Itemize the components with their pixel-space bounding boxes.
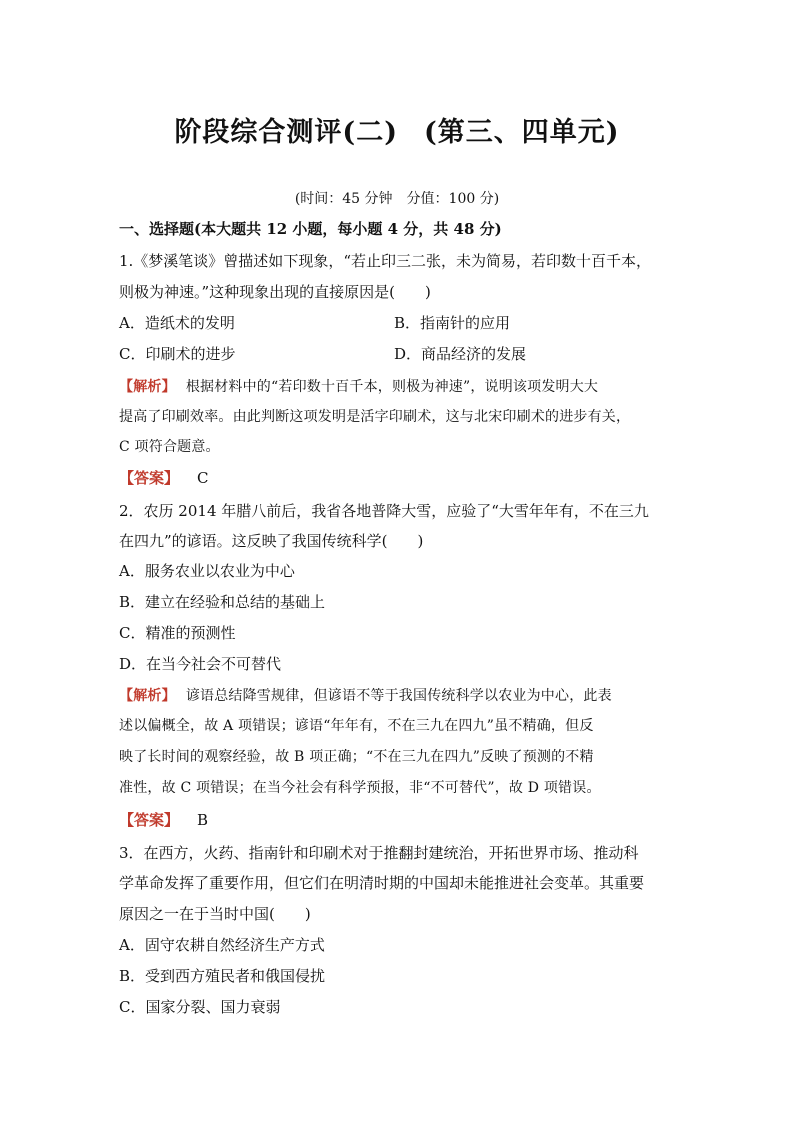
analysis-label: 【解析】 bbox=[119, 379, 176, 395]
title-sub: (第三、四单元) bbox=[424, 117, 620, 148]
q3-option-c: C．国家分裂、国力衰弱 bbox=[119, 998, 281, 1016]
q1-answer-value: C bbox=[197, 469, 209, 487]
section-heading: 一、选择题(本大题共 12 小题，每小题 4 分，共 48 分) bbox=[119, 220, 502, 238]
analysis-label: 【解析】 bbox=[119, 688, 176, 704]
q1-option-b: B．指南针的应用 bbox=[394, 314, 511, 332]
q2-option-c: C．精准的预测性 bbox=[119, 624, 236, 642]
q2-analysis-line: 述以偏概全，故 A 项错误；谚语“年年有，不在三九在四九”虽不精确，但反 bbox=[119, 718, 594, 734]
time-info: (时间：45 分钟 bbox=[294, 191, 393, 207]
exam-meta bbox=[0, 189, 794, 209]
q1-stem-line: 则极为神速。”这种现象出现的直接原因是( ) bbox=[119, 283, 431, 301]
q3-stem-line: 3．在西方，火药、指南针和印刷术对于推翻封建统治，开拓世界市场、推动科 bbox=[119, 844, 639, 862]
q1-analysis-line: C 项符合题意。 bbox=[119, 439, 220, 455]
q2-analysis-line: 映了长时间的观察经验，故 B 项正确；“不在三九在四九”反映了预测的不精 bbox=[119, 749, 594, 765]
q1-analysis-line: 【解析】 根据材料中的“若印数十百千本，则极为神速”，说明该项发明大大 bbox=[119, 379, 599, 395]
q3-option-a: A．固守农耕自然经济生产方式 bbox=[119, 936, 325, 954]
q2-option-a: A．服务农业以农业为中心 bbox=[119, 562, 295, 580]
q1-analysis-line: 提高了印刷效率。由此判断这项发明是活字印刷术，这与北宋印刷术的进步有关， bbox=[119, 409, 631, 425]
q1-stem-line: 1.《梦溪笔谈》曾描述如下现象，“若止印三二张，未为简易，若印数十百千本， bbox=[119, 252, 651, 270]
q2-stem-line: 在四九”的谚语。这反映了我国传统科学( ) bbox=[119, 532, 424, 550]
q2-stem-line: 2．农历 2014 年腊八前后，我省各地普降大雪，应验了“大雪年年有，不在三九 bbox=[119, 502, 649, 520]
q1-option-c: C．印刷术的进步 bbox=[119, 345, 236, 363]
q2-option-b: B．建立在经验和总结的基础上 bbox=[119, 593, 326, 611]
q2-option-d: D．在当今社会不可替代 bbox=[119, 655, 282, 673]
q3-stem-line: 学革命发挥了重要作用，但它们在明清时期的中国却未能推进社会变革。其重要 bbox=[119, 874, 645, 892]
q1-option-d: D．商品经济的发展 bbox=[394, 345, 527, 363]
answer-label: 【答案】 bbox=[119, 469, 180, 487]
title-main: 阶段综合测评(二) bbox=[174, 117, 398, 148]
q1-answer bbox=[119, 468, 679, 488]
page-title bbox=[0, 113, 794, 153]
q2-analysis-line: 【解析】 谚语总结降雪规律，但谚语不等于我国传统科学以农业为中心，此表 bbox=[119, 688, 612, 704]
q2-analysis-line: 准性，故 C 项错误；在当今社会有科学预报，非“不可替代”，故 D 项错误。 bbox=[119, 780, 601, 796]
q3-option-b: B．受到西方殖民者和俄国侵扰 bbox=[119, 967, 326, 985]
answer-label: 【答案】 bbox=[119, 811, 180, 829]
q3-stem-line: 原因之一在于当时中国( ) bbox=[119, 905, 311, 923]
q2-answer-value: B bbox=[197, 811, 209, 829]
q1-option-a: A．造纸术的发明 bbox=[119, 314, 235, 332]
score-info: 分值：100 分) bbox=[406, 191, 500, 207]
q2-answer bbox=[119, 810, 679, 830]
